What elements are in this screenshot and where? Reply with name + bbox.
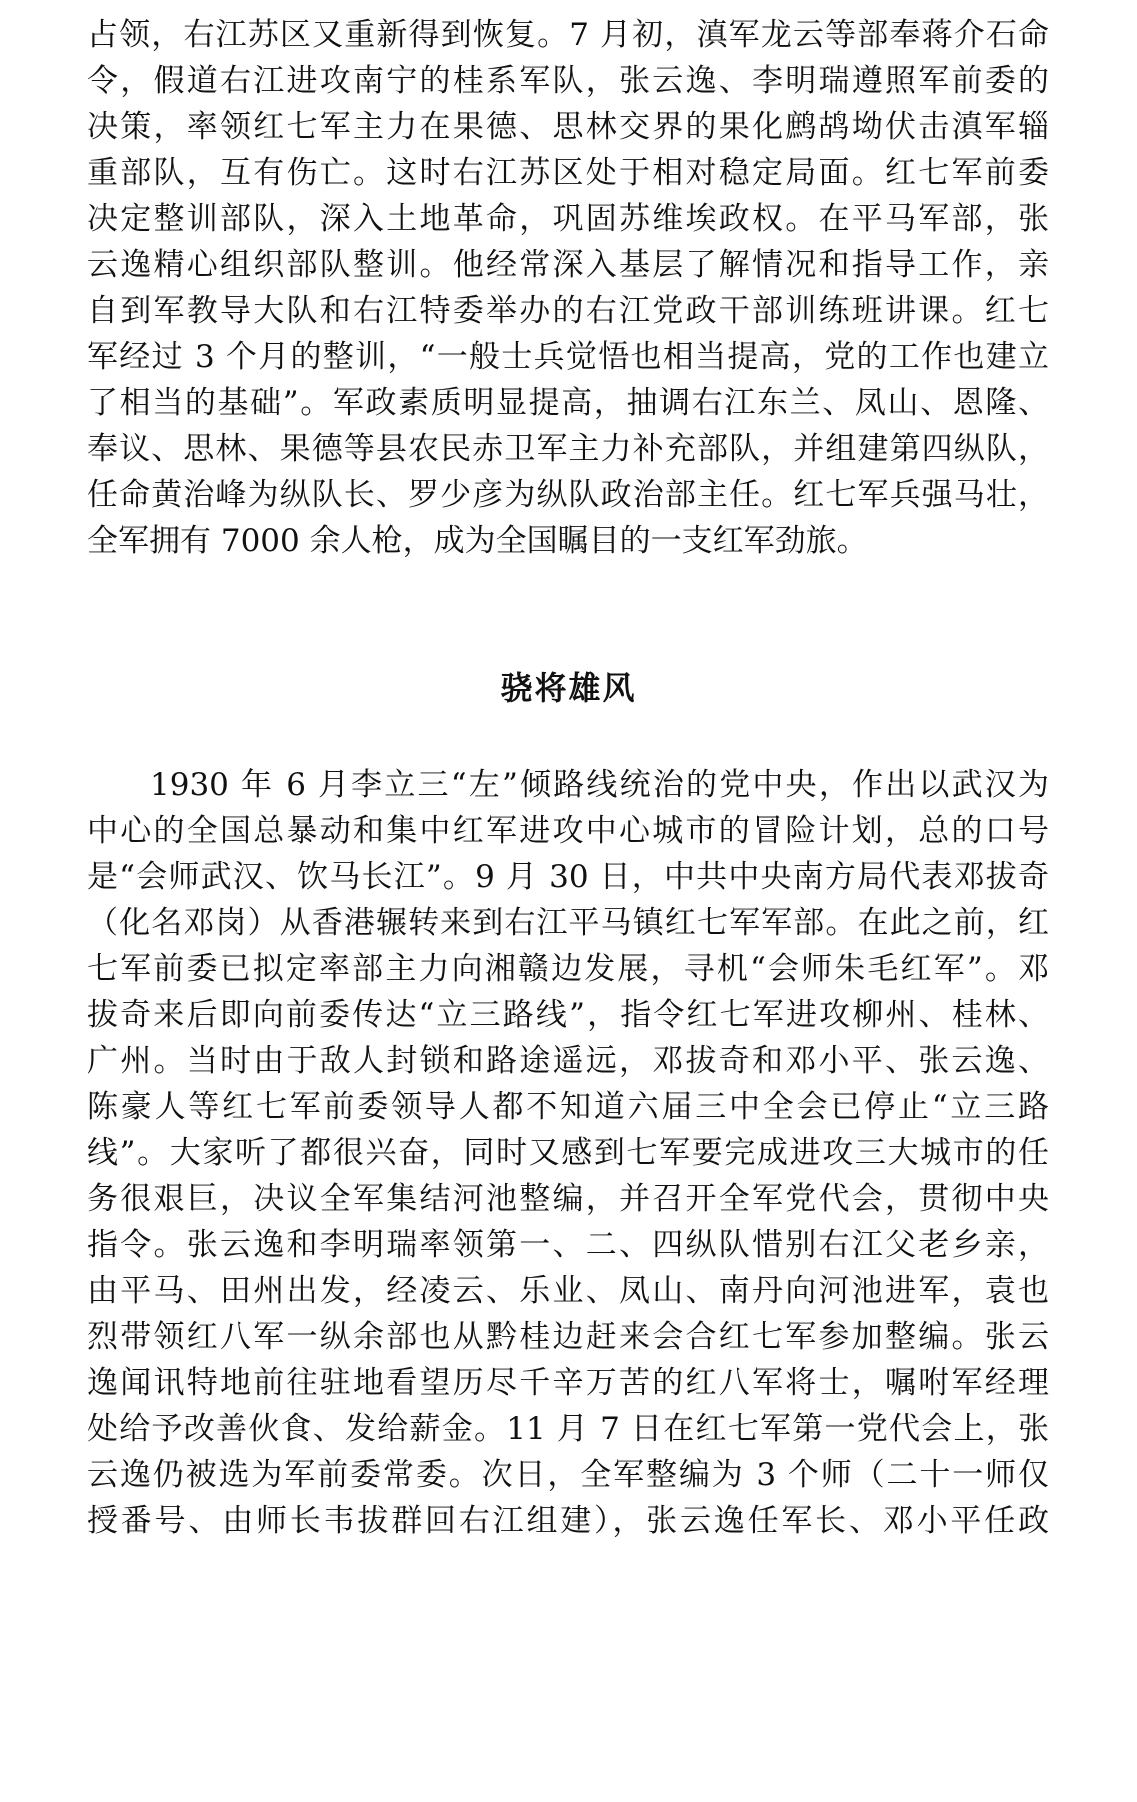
paragraph-line: 云逸仍被选为军前委常委。次日，全军整编为 3 个师（二十一师仅 <box>87 1457 1049 1493</box>
paragraph-line: 军经过 3 个月的整训，“一般士兵觉悟也相当提高，党的工作也建立 <box>87 339 1049 375</box>
section-heading: 骁将雄风 <box>500 669 637 707</box>
paragraph-line: 云逸精心组织部队整训。他经常深入基层了解情况和指导工作，亲 <box>87 247 1049 283</box>
paragraph-line: 重部队，互有伤亡。这时右江苏区处于相对稳定局面。红七军前委 <box>87 155 1049 191</box>
paragraph-line: 中心的全国总暴动和集中红军进攻中心城市的冒险计划，总的口号 <box>87 813 1049 849</box>
paragraph-line: 七军前委已拟定率部主力向湘赣边发展，寻机“会师朱毛红军”。邓 <box>87 951 1049 987</box>
paragraph-line: 令，假道右江进攻南宁的桂系军队，张云逸、李明瑞遵照军前委的 <box>87 63 1049 99</box>
paragraph-line: 奉议、思林、果德等县农民赤卫军主力补充部队，并组建第四纵队， <box>87 431 1049 467</box>
paragraph-line: 陈豪人等红七军前委领导人都不知道六届三中全会已停止“立三路 <box>87 1089 1049 1125</box>
paragraph-line: 授番号、由师长韦拔群回右江组建），张云逸任军长、邓小平任政 <box>87 1503 1049 1539</box>
paragraph-line: 指令。张云逸和李明瑞率领第一、二、四纵队惜别右江父老乡亲， <box>87 1227 1049 1263</box>
paragraph-line: 任命黄治峰为纵队长、罗少彦为纵队政治部主任。红七军兵强马壮， <box>87 477 1049 513</box>
paragraph-line: 线”。大家听了都很兴奋，同时又感到七军要完成进攻三大城市的任 <box>87 1135 1049 1171</box>
paragraph-line: 逸闻讯特地前往驻地看望历尽千辛万苦的红八军将士，嘱咐军经理 <box>87 1365 1049 1401</box>
paragraph-line: 占领，右江苏区又重新得到恢复。7 月初，滇军龙云等部奉蒋介石命 <box>87 17 1049 53</box>
paragraph-line: 是“会师武汉、饮马长江”。9 月 30 日，中共中央南方局代表邓拔奇 <box>87 859 1049 895</box>
paragraph-line: 广州。当时由于敌人封锁和路途遥远，邓拔奇和邓小平、张云逸、 <box>87 1043 1049 1079</box>
paragraph-line: 烈带领红八军一纵余部也从黔桂边赶来会合红七军参加整编。张云 <box>87 1319 1049 1355</box>
paragraph-line: 务很艰巨，决议全军集结河池整编，并召开全军党代会，贯彻中央 <box>87 1181 1049 1217</box>
paragraph-line: 处给予改善伙食、发给薪金。11 月 7 日在红七军第一党代会上，张 <box>87 1411 1049 1447</box>
paragraph-line: 自到军教导大队和右江特委举办的右江党政干部训练班讲课。红七 <box>87 293 1049 329</box>
paragraph-line: 决策，率领红七军主力在果德、思林交界的果化鹧鸪坳伏击滇军辎 <box>87 109 1049 145</box>
paragraph-line: 决定整训部队，深入土地革命，巩固苏维埃政权。在平马军部，张 <box>87 201 1049 237</box>
paragraph-line: 了相当的基础”。军政素质明显提高，抽调右江东兰、凤山、恩隆、 <box>87 385 1049 421</box>
paragraph-line: 由平马、田州出发，经凌云、乐业、凤山、南丹向河池进军，袁也 <box>87 1273 1049 1309</box>
paragraph-line: 全军拥有 7000 余人枪，成为全国瞩目的一支红军劲旅。 <box>87 523 868 559</box>
paragraph-line: （化名邓岗）从香港辗转来到右江平马镇红七军军部。在此之前，红 <box>87 905 1049 941</box>
paragraph-line: 1930 年 6 月李立三“左”倾路线统治的党中央，作出以武汉为 <box>150 767 1049 803</box>
paragraph-line: 拔奇来后即向前委传达“立三路线”，指令红七军进攻柳州、桂林、 <box>87 997 1049 1033</box>
